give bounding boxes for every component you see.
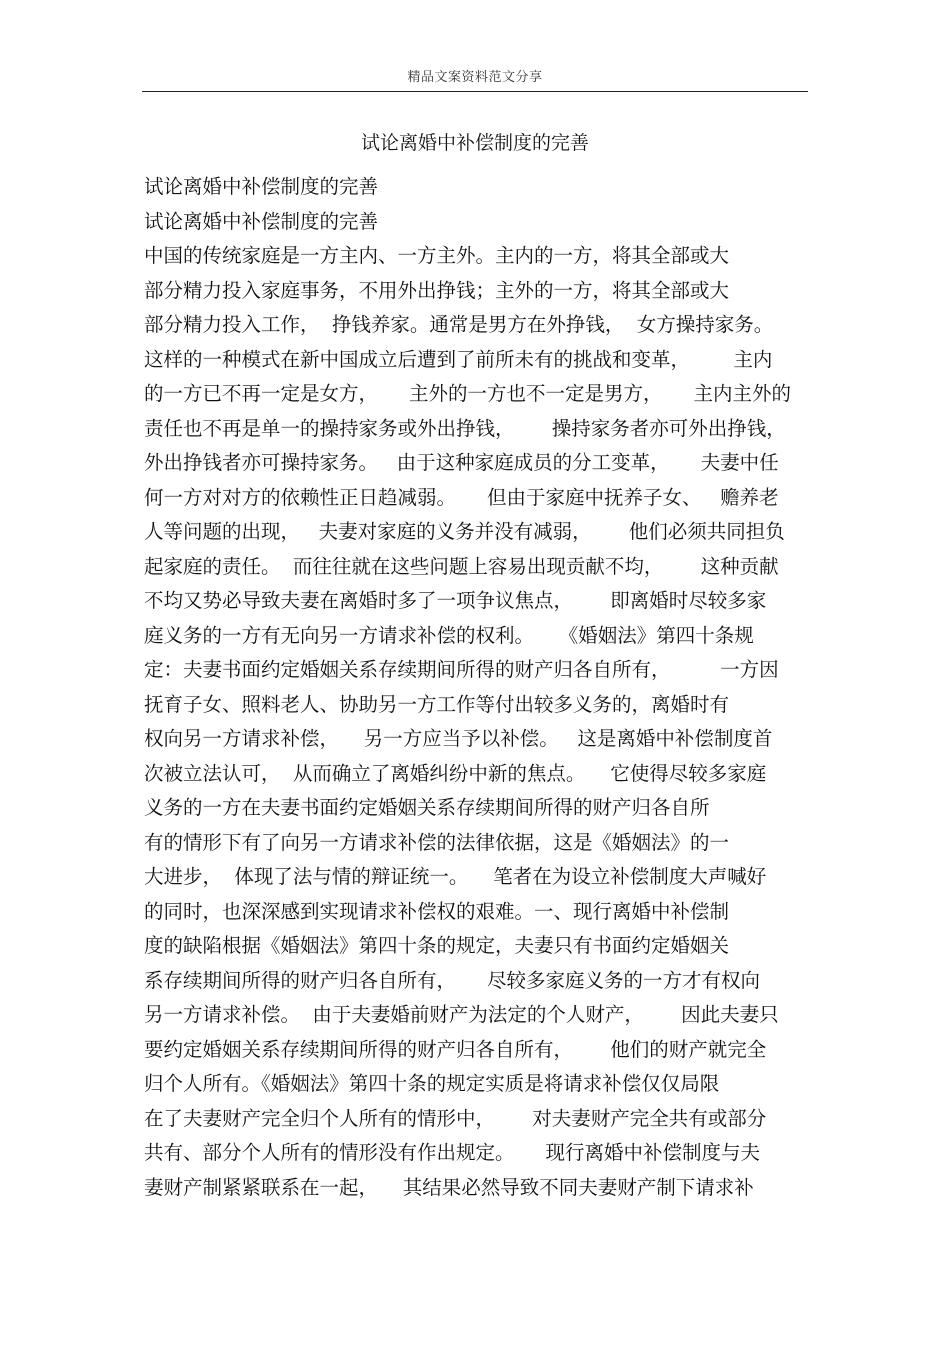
body-line: 定：夫妻书面约定婚姻关系存续期间所得的财产归各自所有， 一方因 (144, 658, 779, 681)
body-line: 试论离婚中补偿制度的完善 (144, 175, 379, 198)
body-line: 中国的传统家庭是一方主内、一方主外。主内的一方，将其全部或大 (144, 244, 730, 267)
body-line: 义务的一方在夫妻书面约定婚姻关系存续期间所得的财产归各自所 (144, 796, 710, 819)
header-divider (142, 91, 808, 92)
body-line: 另一方请求补偿。 由于夫妻婚前财产为法定的个人财产， 因此夫妻只 (144, 1003, 779, 1026)
page-header-text: 精品文案资料范文分享 (407, 70, 543, 85)
body-line: 的同时，也深深感到实现请求补偿权的艰难。一、现行离婚中补偿制 (144, 899, 730, 923)
body-line: 要约定婚姻关系存续期间所得的财产归各自所有， 他们的财产就完全 (144, 1037, 767, 1061)
document-title: 试论离婚中补偿制度的完善 (360, 132, 589, 154)
body-line: 度的缺陷根据《婚姻法》第四十条的规定，夫妻只有书面约定婚姻关 (144, 934, 730, 957)
body-line: 部分精力投入家庭事务，不用外出挣钱；主外的一方，将其全部或大 (144, 278, 730, 302)
body-line: 何一方对对方的依赖性正日趋减弱。 但由于家庭中抚养子女、 赡养老 (144, 485, 779, 509)
body-line: 大进步， 体现了法与情的辩证统一。 笔者在为设立补偿制度大声喊好 (144, 865, 767, 888)
body-line: 在了夫妻财产完全归个人所有的情形中， 对夫妻财产完全共有或部分 (144, 1106, 767, 1130)
body-line: 权向另一方请求补偿， 另一方应当予以补偿。 这是离婚中补偿制度首 (144, 727, 773, 750)
body-line: 归个人所有。《婚姻法》第四十条的规定实质是将请求补偿仅仅局限 (144, 1072, 720, 1095)
body-line: 庭义务的一方有无向另一方请求补偿的权利。 《婚姻法》第四十条规 (144, 623, 754, 647)
body-line: 的一方已不再一定是女方， 主外的一方也不一定是男方， 主内主外的 (144, 382, 791, 405)
document-body (144, 170, 824, 1205)
body-line: 试论离婚中补偿制度的完善 (144, 209, 379, 233)
body-line: 有的情形下有了向另一方请求补偿的法律依据，这是《婚姻法》的一 (144, 830, 730, 854)
body-line: 次被立法认可， 从而确立了离婚纠纷中新的焦点。 它使得尽较多家庭 (144, 761, 767, 785)
body-line: 这样的一种模式在新中国成立后遭到了前所未有的挑战和变革， 主内 (144, 347, 773, 371)
body-line: 妻财产制紧紧联系在一起， 其结果必然导致不同夫妻财产制下请求补 (144, 1175, 754, 1199)
body-line: 责任也不再是单一的操持家务或外出挣钱， 操持家务者亦可外出挣钱， (144, 416, 786, 440)
body-line: 外出挣钱者亦可操持家务。 由于这种家庭成员的分工变革， 夫妻中任 (144, 451, 779, 474)
body-line: 人等问题的出现， 夫妻对家庭的义务并没有减弱， 他们必须共同担负 (144, 520, 785, 543)
body-line: 抚育子女、照料老人、协助另一方工作等付出较多义务的，离婚时有 (144, 692, 730, 716)
body-line: 起家庭的责任。 而往往就在这些问题上容易出现贡献不均， 这种贡献 (144, 554, 779, 578)
body-line: 不均又势必导致夫妻在离婚时多了一项争议焦点， 即离婚时尽较多家 (144, 589, 767, 612)
body-line: 系存续期间所得的财产归各自所有， 尽较多家庭义务的一方才有权向 (144, 968, 760, 992)
body-line: 部分精力投入工作， 挣钱养家。通常是男方在外挣钱， 女方操持家务。 (144, 313, 774, 336)
body-line: 共有、部分个人所有的情形没有作出规定。 现行离婚中补偿制度与夫 (144, 1141, 760, 1164)
